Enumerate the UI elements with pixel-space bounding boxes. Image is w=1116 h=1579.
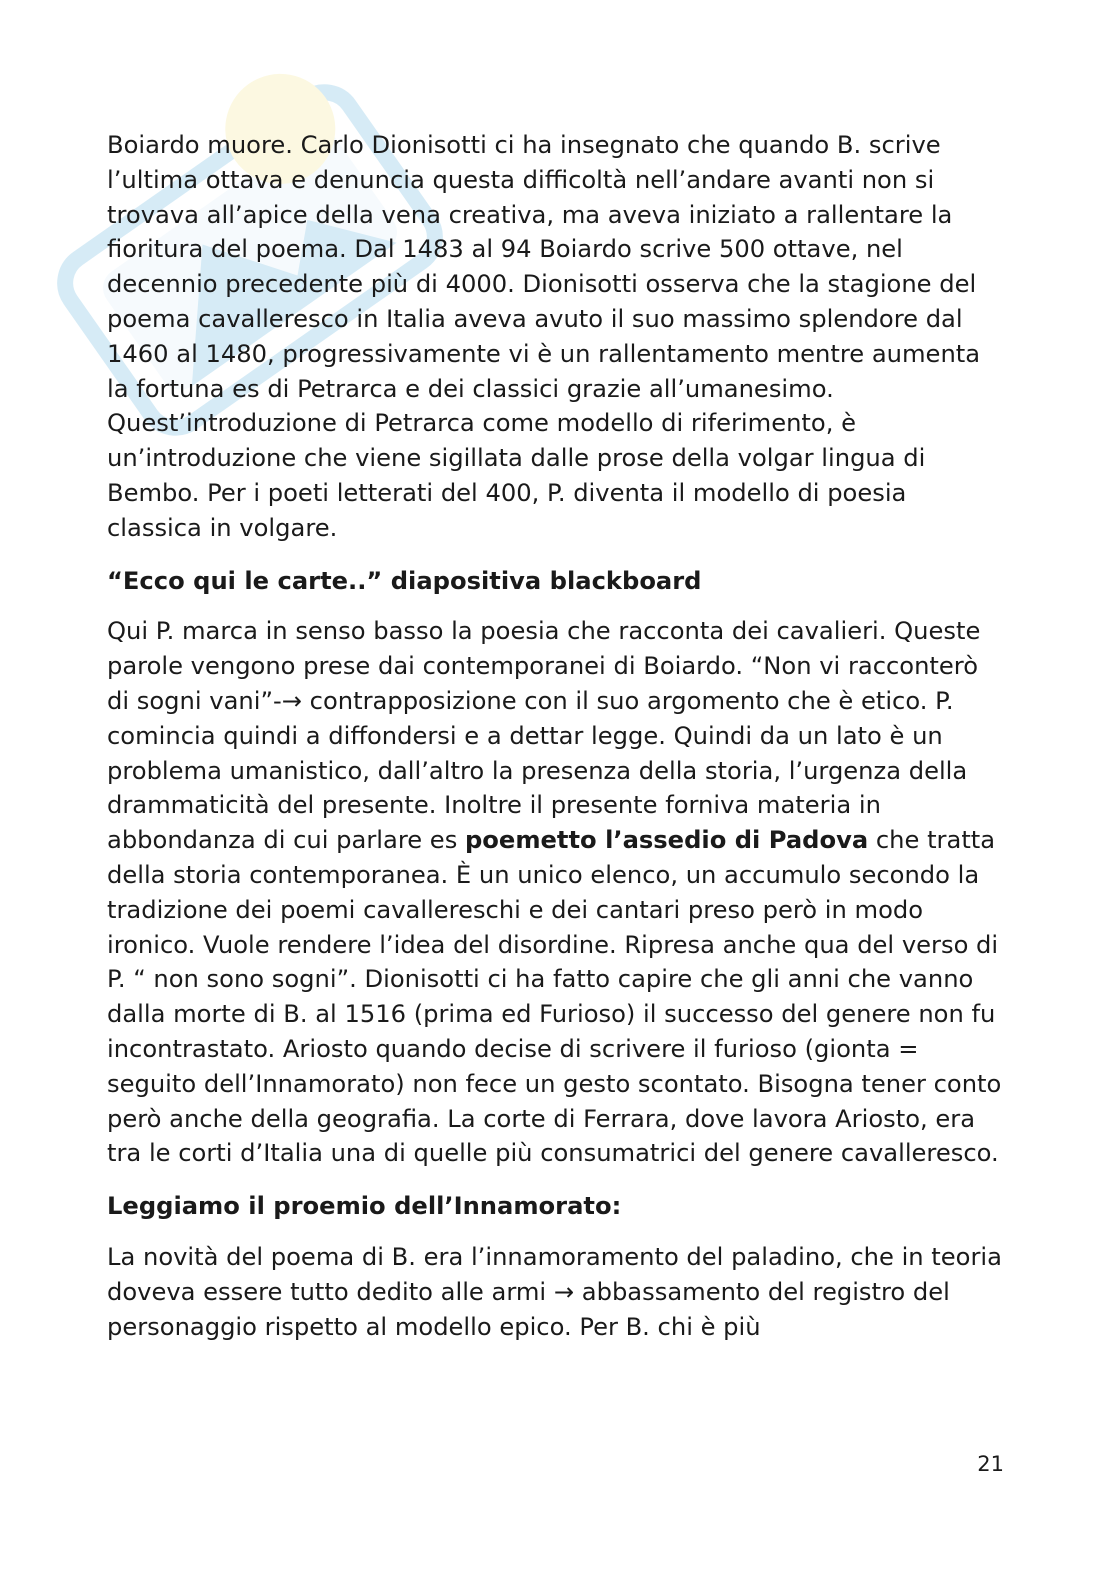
bold-text: poemetto l’assedio di Padova bbox=[464, 826, 869, 855]
paragraph bbox=[107, 614, 1007, 1171]
page-number: 21 bbox=[977, 1452, 1004, 1476]
arrow-icon: → bbox=[281, 686, 302, 715]
section-heading: Leggiamo il proemio dell’Innamorato: bbox=[107, 1192, 622, 1221]
page-content bbox=[107, 128, 1007, 1344]
text-span: Qui P. marca in senso basso la poesia che racconta dei cavalieri. Queste parole vengono prese dai contemporanei di Boiardo. “Non vi racconterò di sogni vani”- bbox=[107, 617, 981, 715]
paragraph bbox=[107, 1240, 1007, 1344]
arrow-icon: → bbox=[553, 1277, 575, 1306]
section-heading: “Ecco qui le carte..” diapositiva blackboard bbox=[107, 566, 702, 595]
text-span: contrapposizione con il suo argomento che è etico. P. comincia quindi a diffondersi e a dettar legge. Quindi da un lato è un problema umanistico, dall’altro la presenza della storia, l’urgenza della drammaticità del presente. Inoltre il presente forniva materia in abbondanza di cui parlare es bbox=[107, 686, 968, 855]
text-span: che tratta della storia contemporanea. È un unico elenco, un accumulo secondo la tradizione dei poemi cavallereschi e dei cantari preso però in modo ironico. Vuole rendere l’idea del disordine. Ripresa anche qua del verso di P. “ non sono sogni”. Dionisotti ci ha fatto capire che gli anni che vanno dalla morte di B. al 1516 (prima ed Furioso) il successo del genere non fu incontrastato. Ariosto quando decise di scrivere il furioso (gionta = seguito dell’Innamorato) non fece un gesto scontato. Bisogna tener conto però anche della geografia. La corte di Ferrara, dove lavora Ariosto, era tra le corti d’Italia una di quelle più consumatrici del genere cavalleresco. bbox=[107, 826, 1002, 1168]
paragraph: Boiardo muore. Carlo Dionisotti ci ha insegnato che quando B. scrive l’ultima ottava e denuncia questa difficoltà nell’andare avanti non si trovava all’apice della vena creativa, ma aveva iniziato a rallentare la fioritura del poema. Dal 1483 al 94 Boiardo scrive 500 ottave, nel decennio precedente più di 4000. Dionisotti osserva che la stagione del poema cavalleresco in Italia aveva avuto il suo massimo splendore dal 1460 al 1480, progressivamente vi è un rallentamento mentre aumenta la fortuna es di Petrarca e dei classici grazie all’umanesimo. Quest’introduzione di Petrarca come modello di riferimento, è un’introduzione che viene sigillata dalle prose della volgar lingua di Bembo. Per i poeti letterati del 400, P. diventa il modello di poesia classica in volgare. bbox=[107, 131, 981, 542]
text-span: abbassamento del registro del personaggio rispetto al modello epico. Per B. chi è più bbox=[107, 1277, 950, 1341]
text-span: La novità del poema di B. era l’innamoramento del paladino, che in teoria doveva essere tutto dedito alle armi bbox=[107, 1242, 1002, 1306]
